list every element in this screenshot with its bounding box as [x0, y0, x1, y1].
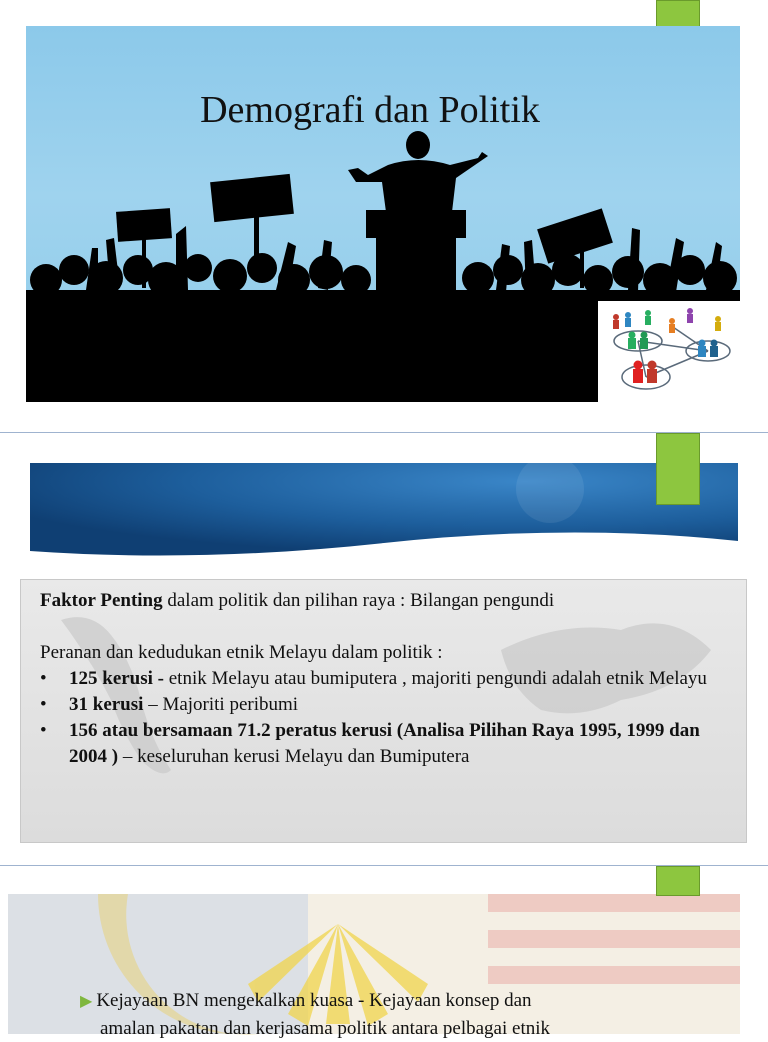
slide-1	[0, 0, 768, 432]
list-item	[80, 987, 720, 1042]
slide-accent-tab	[656, 866, 700, 896]
list-item	[40, 718, 730, 770]
bullet-list	[40, 666, 730, 770]
bullet-icon: •	[40, 694, 47, 715]
people-network-icon	[598, 301, 740, 402]
bullet-text: amalan pakatan dan kerjasama politik antara pelbagai etnik	[100, 1018, 550, 1039]
slide-3	[0, 866, 768, 1039]
subheading: Peranan dan kedudukan etnik Melayu dalam politik :	[40, 642, 443, 663]
slide-accent-tab	[656, 433, 700, 505]
bullet-text: Kejayaan BN mengekalkan kuasa - Kejayaan konsep dan	[96, 990, 532, 1011]
bullet-rest: – keseluruhan kerusi Melayu dan Bumiputera	[118, 746, 470, 767]
bullet-bold: 156 atau bersamaan 71.2 peratus kerusi (Analisa Pilihan Raya 1995, 1999 dan 2004 )	[69, 720, 700, 767]
list-item	[40, 692, 730, 718]
intro-rest: dalam politik dan pilihan raya : Bilangan pengundi	[162, 590, 555, 611]
bullet-icon: •	[40, 668, 47, 689]
intro-bold: Faktor Penting	[40, 590, 163, 611]
content-text	[40, 588, 730, 770]
bullet-rest: – Majoriti peribumi	[143, 694, 299, 715]
list-item	[40, 666, 730, 692]
content-box	[20, 579, 747, 843]
bullet-icon: •	[40, 720, 47, 741]
intro-line	[40, 588, 730, 614]
triangle-bullet-icon: ▶	[80, 993, 93, 1010]
slide-2	[0, 433, 768, 865]
bullet-bold: 31 kerusi	[69, 694, 144, 715]
header-banner	[30, 463, 738, 555]
bullet-bold: 125 kerusi -	[69, 668, 164, 689]
slide-title: Demografi dan Politik	[200, 89, 540, 131]
bullet-rest: etnik Melayu atau bumiputera , majoriti pengundi adalah etnik Melayu	[164, 668, 707, 689]
